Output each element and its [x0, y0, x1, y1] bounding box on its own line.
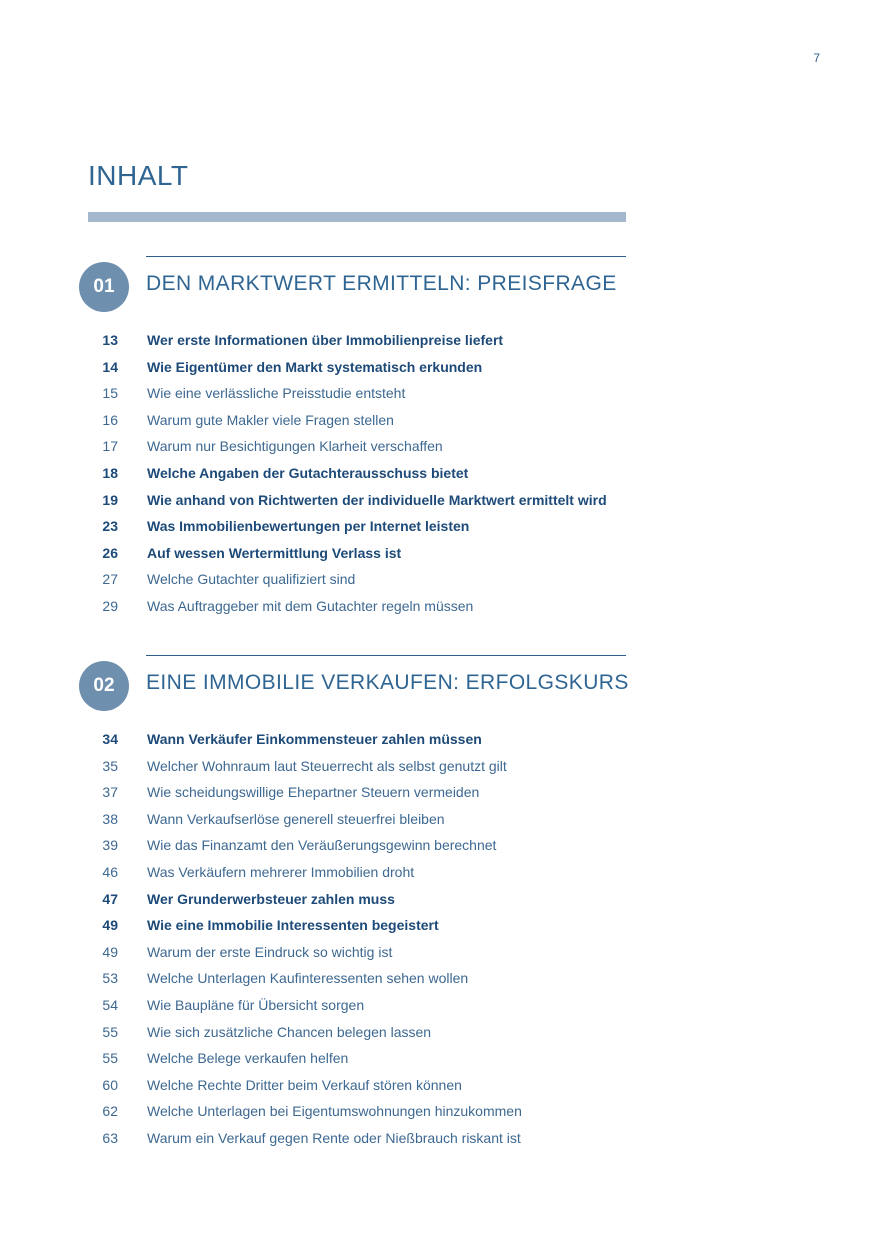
toc-entry-title: Was Auftraggeber mit dem Gutachter regeln müssen: [147, 597, 474, 614]
toc-list: [0, 726, 874, 1152]
toc-entry-title: Was Verkäufern mehrerer Immobilien droht: [147, 863, 415, 880]
toc-entry-page: 63: [102, 1129, 118, 1146]
toc-entry-page: 38: [102, 810, 118, 827]
toc-entry-page: 54: [102, 996, 118, 1013]
toc-entry-title: Wer erste Informationen über Immobilienpreise liefert: [147, 332, 504, 348]
toc-entry-page: 34: [102, 731, 118, 747]
toc-entry-title: Wie anhand von Richtwerten der individuelle Marktwert ermittelt wird: [147, 491, 607, 508]
toc-entry-page: 15: [102, 385, 118, 402]
toc-entry-title: Wie das Finanzamt den Veräußerungsgewinn berechnet: [147, 837, 497, 854]
toc-entry[interactable]: [0, 859, 874, 886]
toc-entry[interactable]: [0, 513, 874, 540]
toc-entry[interactable]: [0, 327, 874, 354]
toc-entry[interactable]: [0, 540, 874, 567]
toc-entry[interactable]: [0, 753, 874, 780]
toc-entry-title: Was Immobilienbewertungen per Internet leisten: [147, 518, 470, 535]
toc-entry-page: 26: [102, 544, 118, 561]
toc-entry[interactable]: [0, 726, 874, 753]
toc-entry[interactable]: [0, 1045, 874, 1072]
toc-entry-page: 53: [102, 970, 118, 987]
toc-entry-title: Welche Unterlagen Kaufinteressenten sehen wollen: [147, 970, 469, 987]
toc-entry[interactable]: [0, 886, 874, 913]
toc-list: [0, 327, 874, 620]
toc-entry-title: Auf wessen Wertermittlung Verlass ist: [147, 544, 402, 561]
toc-entry-page: 16: [102, 411, 118, 428]
title-divider: [88, 212, 626, 222]
toc-entry-page: 13: [102, 332, 118, 348]
toc-entry-page: 14: [102, 358, 118, 375]
toc-entry-title: Warum gute Makler viele Fragen stellen: [147, 411, 394, 428]
toc-entry-page: 47: [102, 890, 118, 907]
toc-entry-title: Wie sich zusätzliche Chancen belegen lassen: [147, 1023, 432, 1040]
toc-entry-page: 62: [102, 1103, 118, 1120]
toc-entry[interactable]: [0, 1125, 874, 1152]
section-number-badge: 01: [79, 262, 129, 312]
toc-entry[interactable]: [0, 806, 874, 833]
toc-entry-page: 17: [102, 438, 118, 455]
toc-entry-page: 49: [102, 917, 118, 934]
toc-entry-page: 55: [102, 1023, 118, 1040]
section-title: EINE IMMOBILIE VERKAUFEN: ERFOLGSKURS: [146, 671, 629, 694]
toc-entry-title: Warum der erste Eindruck so wichtig ist: [147, 943, 393, 960]
toc-entry[interactable]: [0, 566, 874, 593]
toc-entry-page: 49: [102, 943, 118, 960]
toc-entry-page: 46: [102, 863, 118, 880]
page-number: 7: [813, 51, 820, 65]
toc-entry-title: Wie Baupläne für Übersicht sorgen: [147, 996, 365, 1013]
toc-entry-title: Wann Verkäufer Einkommensteuer zahlen müssen: [147, 731, 482, 747]
toc-entry-page: 39: [102, 837, 118, 854]
toc-entry[interactable]: [0, 832, 874, 859]
toc-entry-title: Welche Rechte Dritter beim Verkauf stören können: [147, 1076, 462, 1093]
toc-entry[interactable]: [0, 779, 874, 806]
toc-entry[interactable]: [0, 460, 874, 487]
toc-entry-page: 55: [102, 1050, 118, 1067]
toc-entry-page: 29: [102, 597, 118, 614]
toc-entry[interactable]: [0, 939, 874, 966]
toc-entry-page: 60: [102, 1076, 118, 1093]
section-divider: [146, 256, 626, 257]
page-title: INHALT: [88, 160, 189, 191]
toc-entry-title: Wie Eigentümer den Markt systematisch erkunden: [147, 358, 483, 375]
toc-entry-title: Welche Belege verkaufen helfen: [147, 1050, 349, 1067]
toc-entry-title: Welche Unterlagen bei Eigentumswohnungen hinzukommen: [147, 1103, 522, 1120]
toc-entry-title: Wer Grunderwerbsteuer zahlen muss: [147, 890, 395, 907]
toc-entry[interactable]: [0, 487, 874, 514]
toc-entry[interactable]: [0, 1072, 874, 1099]
toc-entry[interactable]: [0, 912, 874, 939]
toc-entry-title: Wann Verkaufserlöse generell steuerfrei bleiben: [147, 810, 445, 827]
toc-entry-title: Wie eine verlässliche Preisstudie entsteht: [147, 385, 406, 402]
toc-entry[interactable]: [0, 965, 874, 992]
toc-entry-page: 35: [102, 757, 118, 774]
toc-entry-page: 18: [102, 464, 118, 481]
toc-entry[interactable]: [0, 1098, 874, 1125]
section-number-badge: 02: [79, 661, 129, 711]
toc-entry-page: 37: [102, 784, 118, 801]
toc-entry-title: Warum nur Besichtigungen Klarheit verschaffen: [147, 438, 443, 455]
toc-entry[interactable]: [0, 593, 874, 620]
toc-entry[interactable]: [0, 992, 874, 1019]
toc-entry-title: Welche Gutachter qualifiziert sind: [147, 571, 356, 588]
toc-entry-title: Wie eine Immobilie Interessenten begeistert: [147, 917, 439, 934]
toc-entry-title: Welcher Wohnraum laut Steuerrecht als selbst genutzt gilt: [147, 757, 507, 774]
toc-entry-title: Warum ein Verkauf gegen Rente oder Nießbrauch riskant ist: [147, 1129, 521, 1146]
section-divider: [146, 655, 626, 656]
toc-entry[interactable]: [0, 433, 874, 460]
toc-entry[interactable]: [0, 354, 874, 381]
section-title: DEN MARKTWERT ERMITTELN: PREISFRAGE: [146, 272, 617, 295]
toc-entry[interactable]: [0, 1019, 874, 1046]
toc-entry-page: 23: [102, 518, 118, 535]
toc-entry-title: Wie scheidungswillige Ehepartner Steuern vermeiden: [147, 784, 480, 801]
toc-entry[interactable]: [0, 380, 874, 407]
toc-entry-page: 19: [102, 491, 118, 508]
toc-entry-title: Welche Angaben der Gutachterausschuss bietet: [147, 464, 469, 481]
toc-entry-page: 27: [102, 571, 118, 588]
toc-entry[interactable]: [0, 407, 874, 434]
